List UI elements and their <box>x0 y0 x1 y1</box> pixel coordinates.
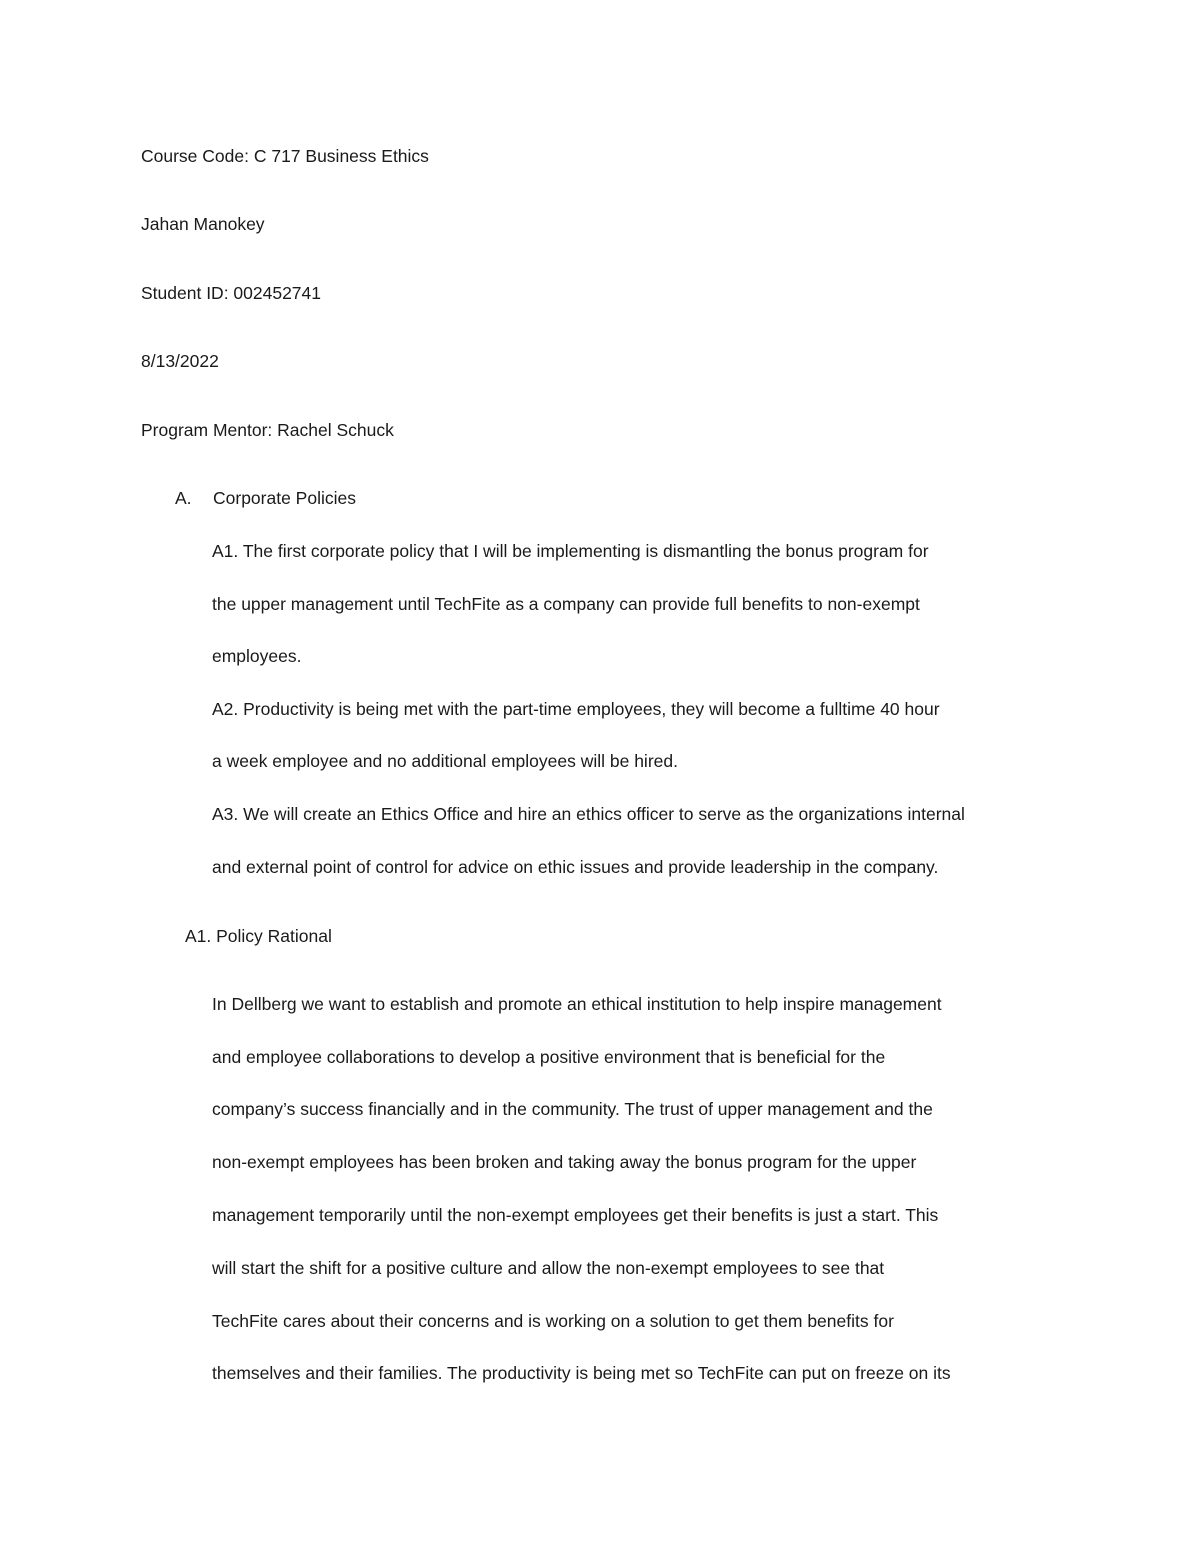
section-a1-line: In Dellberg we want to establish and promote an ethical institution to help inspire management <box>212 994 942 1014</box>
section-a-line: and external point of control for advice on ethic issues and provide leadership in the company. <box>212 857 939 877</box>
section-a1-line: TechFite cares about their concerns and is working on a solution to get them benefits for <box>212 1311 894 1331</box>
section-a-line: A1. The first corporate policy that I will be implementing is dismantling the bonus program for <box>212 541 929 561</box>
course-code-line: Course Code: C 717 Business Ethics <box>141 146 429 166</box>
date-line: 8/13/2022 <box>141 351 219 371</box>
section-a1-line: themselves and their families. The productivity is being met so TechFite can put on freeze on its <box>212 1363 951 1383</box>
student-id-line: Student ID: 002452741 <box>141 283 322 303</box>
section-a1-line: company’s success financially and in the community. The trust of upper management and the <box>212 1099 933 1119</box>
section-a-title: Corporate Policies <box>213 488 356 508</box>
section-a1-heading: A1. Policy Rational <box>185 926 332 946</box>
section-a1-line: will start the shift for a positive culture and allow the non-exempt employees to see that <box>212 1258 885 1278</box>
section-a-marker: A. <box>175 488 192 508</box>
section-a1-line: management temporarily until the non-exempt employees get their benefits is just a start. This <box>212 1205 939 1225</box>
section-a-line: employees. <box>212 646 302 666</box>
section-a-line: A2. Productivity is being met with the part-time employees, they will become a fulltime 40 hour <box>212 699 940 719</box>
section-a-line: a week employee and no additional employees will be hired. <box>212 751 678 771</box>
mentor-line: Program Mentor: Rachel Schuck <box>141 420 394 440</box>
section-a1-line: non-exempt employees has been broken and taking away the bonus program for the upper <box>212 1152 917 1172</box>
section-a-heading <box>175 487 356 509</box>
student-name-line: Jahan Manokey <box>141 214 265 234</box>
section-a-line: A3. We will create an Ethics Office and hire an ethics officer to serve as the organizations internal <box>212 804 965 824</box>
section-a1-line: and employee collaborations to develop a positive environment that is beneficial for the <box>212 1047 886 1067</box>
section-a-line: the upper management until TechFite as a company can provide full benefits to non-exempt <box>212 594 920 614</box>
